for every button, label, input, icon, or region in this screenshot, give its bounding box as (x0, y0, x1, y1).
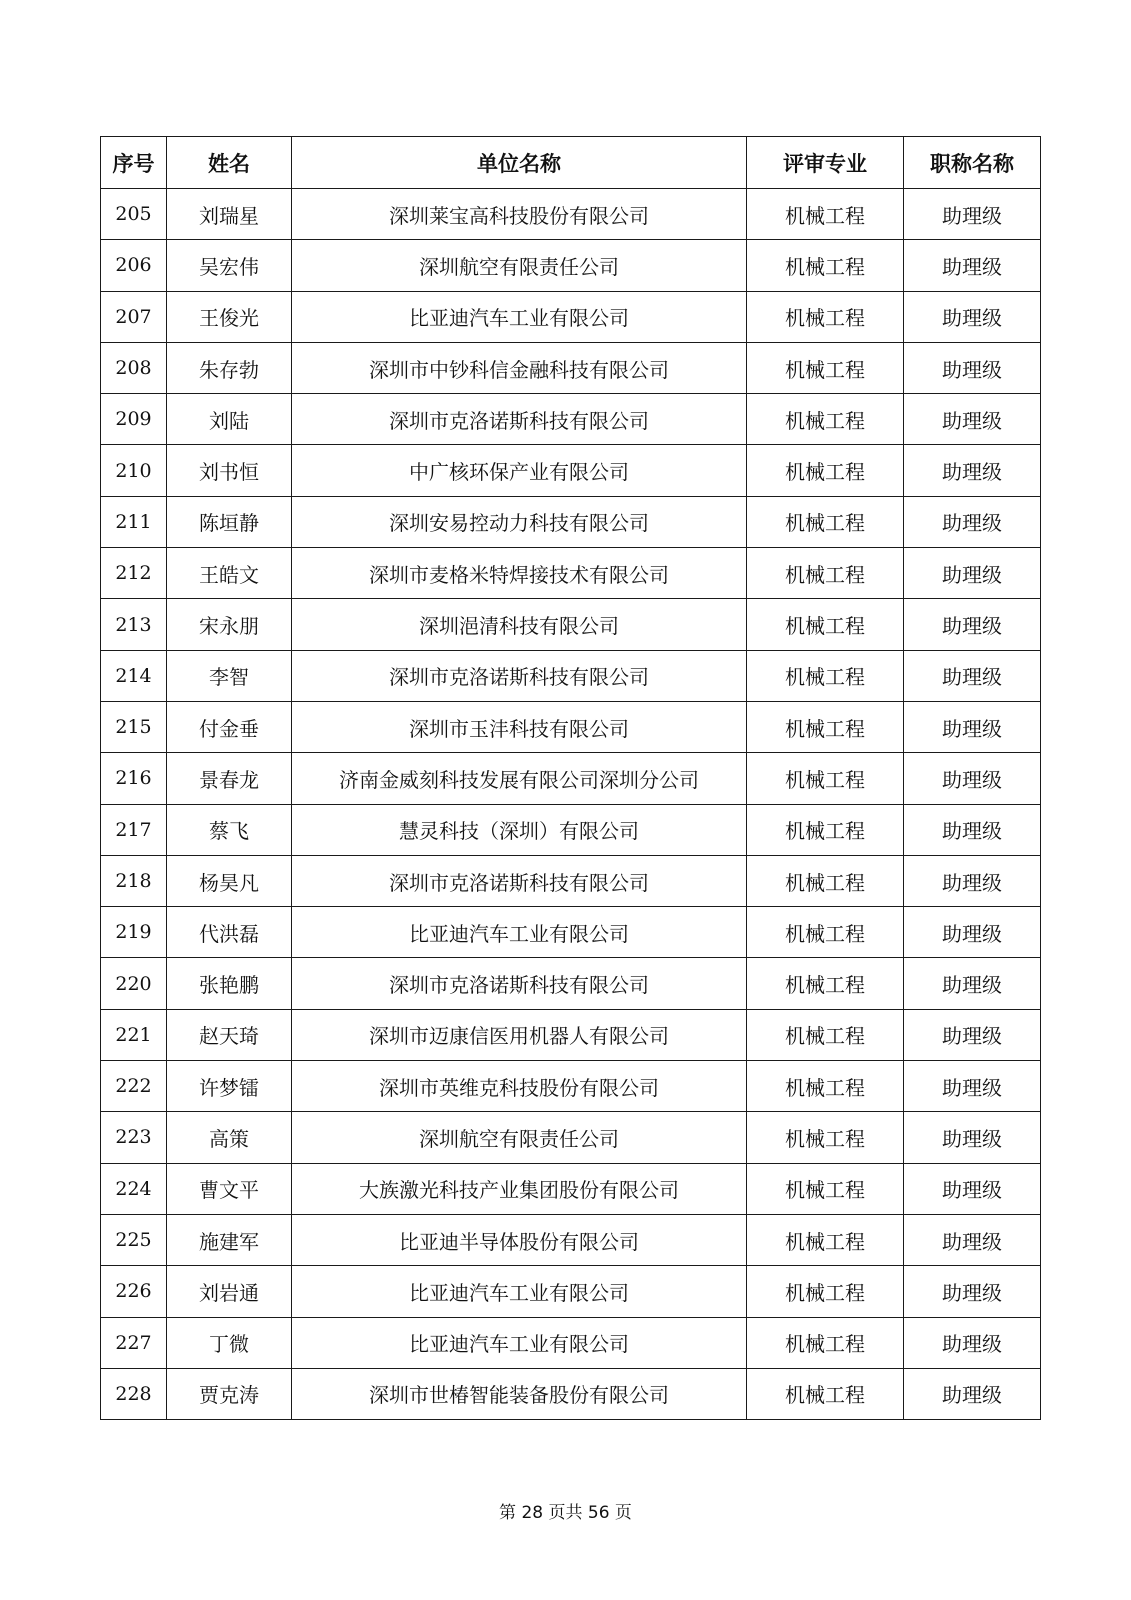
cell-num: 212 (101, 548, 167, 599)
cell-name: 曹文平 (167, 1163, 292, 1214)
cell-org: 深圳市玉沣科技有限公司 (292, 701, 747, 752)
cell-org: 深圳莱宝高科技股份有限公司 (292, 189, 747, 240)
cell-org: 比亚迪汽车工业有限公司 (292, 1317, 747, 1368)
cell-name: 李智 (167, 650, 292, 701)
cell-num: 227 (101, 1317, 167, 1368)
cell-org: 济南金威刻科技发展有限公司深圳分公司 (292, 753, 747, 804)
cell-org: 比亚迪半导体股份有限公司 (292, 1214, 747, 1265)
cell-org: 深圳安易控动力科技有限公司 (292, 496, 747, 547)
cell-name: 刘瑞星 (167, 189, 292, 240)
cell-num: 225 (101, 1214, 167, 1265)
cell-title: 助理级 (904, 599, 1041, 650)
cell-num: 213 (101, 599, 167, 650)
cell-name: 丁微 (167, 1317, 292, 1368)
cell-name: 王俊光 (167, 291, 292, 342)
cell-major: 机械工程 (747, 1163, 904, 1214)
cell-name: 许梦镭 (167, 1061, 292, 1112)
header-num: 序号 (101, 137, 167, 189)
cell-major: 机械工程 (747, 189, 904, 240)
table-row (101, 291, 1041, 342)
cell-org: 深圳航空有限责任公司 (292, 240, 747, 291)
cell-title: 助理级 (904, 804, 1041, 855)
table-header-row (101, 137, 1041, 189)
cell-name: 贾克涛 (167, 1368, 292, 1419)
cell-num: 209 (101, 394, 167, 445)
cell-title: 助理级 (904, 394, 1041, 445)
table-row (101, 240, 1041, 291)
cell-major: 机械工程 (747, 240, 904, 291)
table-row (101, 1061, 1041, 1112)
cell-title: 助理级 (904, 291, 1041, 342)
cell-name: 张艳鹏 (167, 958, 292, 1009)
cell-name: 吴宏伟 (167, 240, 292, 291)
cell-title: 助理级 (904, 1112, 1041, 1163)
header-title: 职称名称 (904, 137, 1041, 189)
table-row (101, 1266, 1041, 1317)
cell-major: 机械工程 (747, 445, 904, 496)
cell-major: 机械工程 (747, 1317, 904, 1368)
table-row (101, 855, 1041, 906)
table-row (101, 1317, 1041, 1368)
roster-table (100, 136, 1041, 1420)
cell-org: 深圳市克洛诺斯科技有限公司 (292, 855, 747, 906)
cell-org: 中广核环保产业有限公司 (292, 445, 747, 496)
cell-title: 助理级 (904, 240, 1041, 291)
table-row (101, 342, 1041, 393)
cell-title: 助理级 (904, 753, 1041, 804)
cell-num: 214 (101, 650, 167, 701)
cell-name: 陈垣静 (167, 496, 292, 547)
table-row (101, 1009, 1041, 1060)
cell-org: 深圳市世椿智能装备股份有限公司 (292, 1368, 747, 1419)
cell-org: 深圳市迈康信医用机器人有限公司 (292, 1009, 747, 1060)
cell-num: 210 (101, 445, 167, 496)
cell-title: 助理级 (904, 1009, 1041, 1060)
cell-name: 高策 (167, 1112, 292, 1163)
cell-num: 217 (101, 804, 167, 855)
cell-title: 助理级 (904, 1163, 1041, 1214)
cell-org: 比亚迪汽车工业有限公司 (292, 291, 747, 342)
header-major: 评审专业 (747, 137, 904, 189)
cell-title: 助理级 (904, 855, 1041, 906)
table-row (101, 394, 1041, 445)
table-row (101, 958, 1041, 1009)
cell-major: 机械工程 (747, 1266, 904, 1317)
cell-num: 224 (101, 1163, 167, 1214)
cell-org: 比亚迪汽车工业有限公司 (292, 907, 747, 958)
cell-org: 慧灵科技（深圳）有限公司 (292, 804, 747, 855)
cell-name: 刘陆 (167, 394, 292, 445)
cell-title: 助理级 (904, 958, 1041, 1009)
cell-org: 深圳航空有限责任公司 (292, 1112, 747, 1163)
cell-num: 211 (101, 496, 167, 547)
cell-title: 助理级 (904, 907, 1041, 958)
table-row (101, 1368, 1041, 1419)
table-row (101, 445, 1041, 496)
cell-major: 机械工程 (747, 548, 904, 599)
cell-major: 机械工程 (747, 650, 904, 701)
cell-num: 207 (101, 291, 167, 342)
cell-num: 220 (101, 958, 167, 1009)
cell-major: 机械工程 (747, 701, 904, 752)
cell-major: 机械工程 (747, 496, 904, 547)
cell-major: 机械工程 (747, 907, 904, 958)
cell-org: 深圳市麦格米特焊接技术有限公司 (292, 548, 747, 599)
cell-name: 代洪磊 (167, 907, 292, 958)
cell-num: 221 (101, 1009, 167, 1060)
cell-name: 朱存勃 (167, 342, 292, 393)
cell-title: 助理级 (904, 1317, 1041, 1368)
table-row (101, 189, 1041, 240)
cell-name: 蔡飞 (167, 804, 292, 855)
cell-num: 216 (101, 753, 167, 804)
cell-num: 218 (101, 855, 167, 906)
cell-num: 219 (101, 907, 167, 958)
page-footer: 第 28 页共 56 页 (499, 1503, 632, 1523)
cell-title: 助理级 (904, 1214, 1041, 1265)
cell-num: 215 (101, 701, 167, 752)
table-row (101, 753, 1041, 804)
cell-org: 深圳市克洛诺斯科技有限公司 (292, 394, 747, 445)
cell-title: 助理级 (904, 701, 1041, 752)
cell-title: 助理级 (904, 1061, 1041, 1112)
cell-name: 杨昊凡 (167, 855, 292, 906)
cell-org: 大族激光科技产业集团股份有限公司 (292, 1163, 747, 1214)
table-row (101, 548, 1041, 599)
table-row (101, 1163, 1041, 1214)
table-body (101, 189, 1041, 1420)
cell-title: 助理级 (904, 1266, 1041, 1317)
cell-name: 景春龙 (167, 753, 292, 804)
cell-name: 施建军 (167, 1214, 292, 1265)
table-row (101, 907, 1041, 958)
cell-name: 赵天琦 (167, 1009, 292, 1060)
cell-major: 机械工程 (747, 753, 904, 804)
table-row (101, 701, 1041, 752)
table-row (101, 599, 1041, 650)
table-row (101, 804, 1041, 855)
cell-name: 王皓文 (167, 548, 292, 599)
cell-num: 222 (101, 1061, 167, 1112)
cell-major: 机械工程 (747, 1061, 904, 1112)
header-name: 姓名 (167, 137, 292, 189)
cell-title: 助理级 (904, 548, 1041, 599)
header-org: 单位名称 (292, 137, 747, 189)
cell-org: 比亚迪汽车工业有限公司 (292, 1266, 747, 1317)
cell-major: 机械工程 (747, 342, 904, 393)
cell-name: 刘书恒 (167, 445, 292, 496)
cell-org: 深圳市克洛诺斯科技有限公司 (292, 958, 747, 1009)
cell-org: 深圳市中钞科信金融科技有限公司 (292, 342, 747, 393)
cell-title: 助理级 (904, 445, 1041, 496)
cell-major: 机械工程 (747, 1112, 904, 1163)
cell-major: 机械工程 (747, 1368, 904, 1419)
cell-title: 助理级 (904, 342, 1041, 393)
cell-org: 深圳市克洛诺斯科技有限公司 (292, 650, 747, 701)
cell-num: 226 (101, 1266, 167, 1317)
table-row (101, 1112, 1041, 1163)
cell-num: 223 (101, 1112, 167, 1163)
table-row (101, 1214, 1041, 1265)
cell-num: 208 (101, 342, 167, 393)
cell-num: 228 (101, 1368, 167, 1419)
cell-num: 206 (101, 240, 167, 291)
cell-major: 机械工程 (747, 394, 904, 445)
cell-title: 助理级 (904, 650, 1041, 701)
cell-major: 机械工程 (747, 599, 904, 650)
cell-title: 助理级 (904, 496, 1041, 547)
cell-name: 付金垂 (167, 701, 292, 752)
cell-org: 深圳浥清科技有限公司 (292, 599, 747, 650)
cell-major: 机械工程 (747, 1009, 904, 1060)
table-row (101, 650, 1041, 701)
cell-title: 助理级 (904, 189, 1041, 240)
cell-num: 205 (101, 189, 167, 240)
cell-major: 机械工程 (747, 855, 904, 906)
cell-major: 机械工程 (747, 958, 904, 1009)
cell-name: 宋永朋 (167, 599, 292, 650)
cell-major: 机械工程 (747, 804, 904, 855)
cell-name: 刘岩通 (167, 1266, 292, 1317)
cell-org: 深圳市英维克科技股份有限公司 (292, 1061, 747, 1112)
cell-major: 机械工程 (747, 291, 904, 342)
cell-title: 助理级 (904, 1368, 1041, 1419)
cell-major: 机械工程 (747, 1214, 904, 1265)
table-row (101, 496, 1041, 547)
